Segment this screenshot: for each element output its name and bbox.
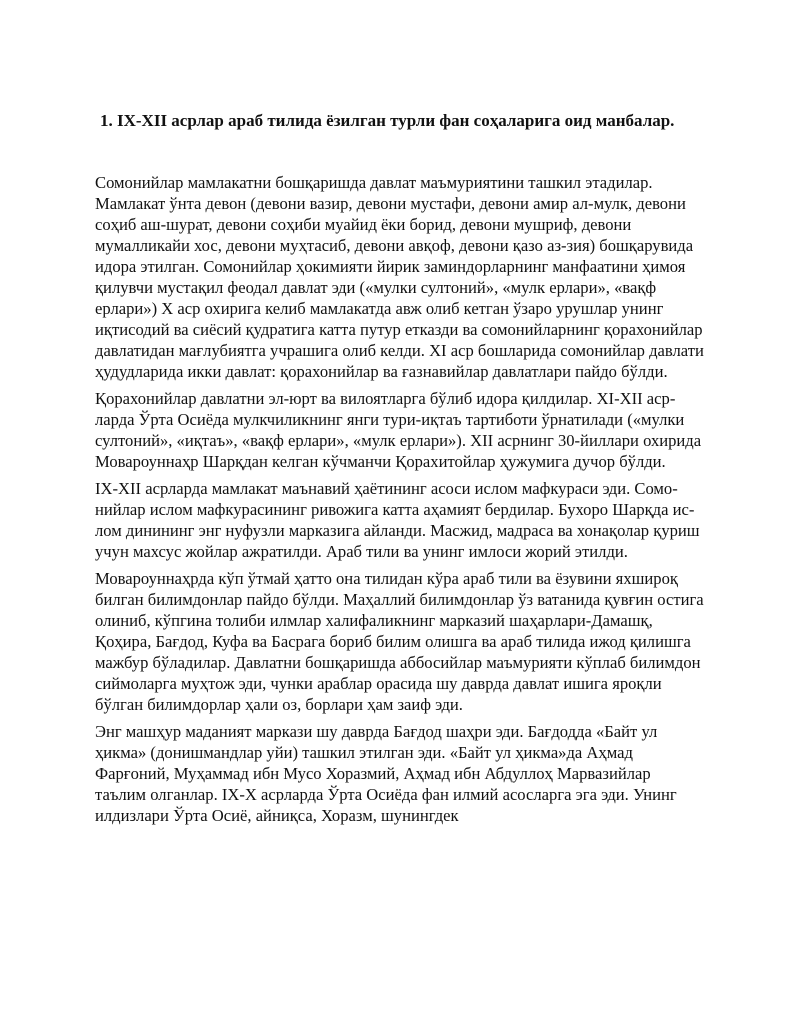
paragraph: Энг машҳур маданият маркази шу даврда Бағдод шаҳри эди. Бағдодда «Байт ул ҳикма» (донишмандлар уйи) ташкил этилган эди. «Байт ул ҳикма»да Аҳмад Фарғоний, Муҳаммад ибн Мусо Хоразмий, Аҳмад ибн Абдуллоҳ Марвазийлар таълим олганлар. IX-X асрларда Ўрта Осиёда фан илмий асосларга эга эди. Унинг илдизлари Ўрта Осиё, айниқса, Хоразм, шунингдек bbox=[95, 722, 677, 825]
paragraph: Сомонийлар мамлакатни бошқаришда давлат маъмуриятини ташкил этадилар. Мамлакат ўнта девон (девони вазир, девони мустафи, девони амир ал-мулк, девони соҳиб аш-шурат, девони соҳиби муайид ёки борид, девони мушриф, девони мумалликайи хос, девони муҳтасиб, девони авқоф, девони қазо аз-зия) бошқарувида идора этилган. Сомонийлар ҳокимияти йирик заминдорларнинг манфаатини ҳимоя қилувчи мустақил феодал давлат эди («мулки султоний», «мулк ерлари», «вақф ерлари») X аср охирига келиб мамлакатда авж олиб кетган ўзаро урушлар унинг иқтисодий ва сиёсий қудратига катта путур етказди ва сомонийларнинг қорахонийлар давлатидан мағлубиятга учрашига олиб келди. XI аср бошларида сомонийлар давлати ҳудудларида икки давлат: қорахонийлар ва ғазнавийлар давлатлари пайдо бўлди. bbox=[95, 173, 704, 381]
paragraph: IX-XII асрларда мамлакат маънавий ҳаётининг асоси ислом мафкураси эди. Сомо-нийлар ислом мафкурасининг ривожига катта аҳамият бердилар. Бухоро Шарқда ис-лом динининг энг нуфузли марказига айланди. Масжид, мадраса ва хонақолар қуриш учун махсус жойлар ажратилди. Араб тили ва унинг имлоси жорий этилди. bbox=[95, 479, 700, 561]
paragraph: Мовароуннаҳрда кўп ўтмай ҳатто она тилидан кўра араб тили ва ёзувини яхшироқ билган билимдонлар пайдо бўлди. Маҳаллий билимдонлар ўз ватанида қувғин остига олиниб, кўпгина толиби илмлар халифаликнинг марказий шаҳарлари-Дамашқ, Қоҳира, Бағдод, Куфа ва Басрага бориб билим олишга ва араб тилида ижод қилишга мажбур бўладилар. Давлатни бошқаришда аббосийлар маъмурияти кўплаб билимдон сиймоларга муҳтож эди, чунки араблар орасида шу даврда давлат ишига яроқли бўлган билимдорлар ҳали оз, борлари ҳам заиф эди. bbox=[95, 569, 704, 714]
document-page bbox=[95, 110, 705, 832]
paragraph: Қорахонийлар давлатни эл-юрт ва вилоятларга бўлиб идора қилдилар. XI-XII аср-ларда Ўрта Осиёда мулкчиликнинг янги тури-иқтаъ тартиботи ўрнатилади («мулки султоний», «иқтаъ», «вақф ерлари», «мулк ерлари»). XII асрнинг 30-йиллари охирида Мовароуннаҳр Шарқдан келган кўчманчи Қорахитойлар ҳужумига дучор бўлди. bbox=[95, 389, 702, 471]
section-heading: 1. IX-XII асрлар араб тилида ёзилган турли фан соҳаларига оид манбалар. bbox=[100, 111, 675, 130]
